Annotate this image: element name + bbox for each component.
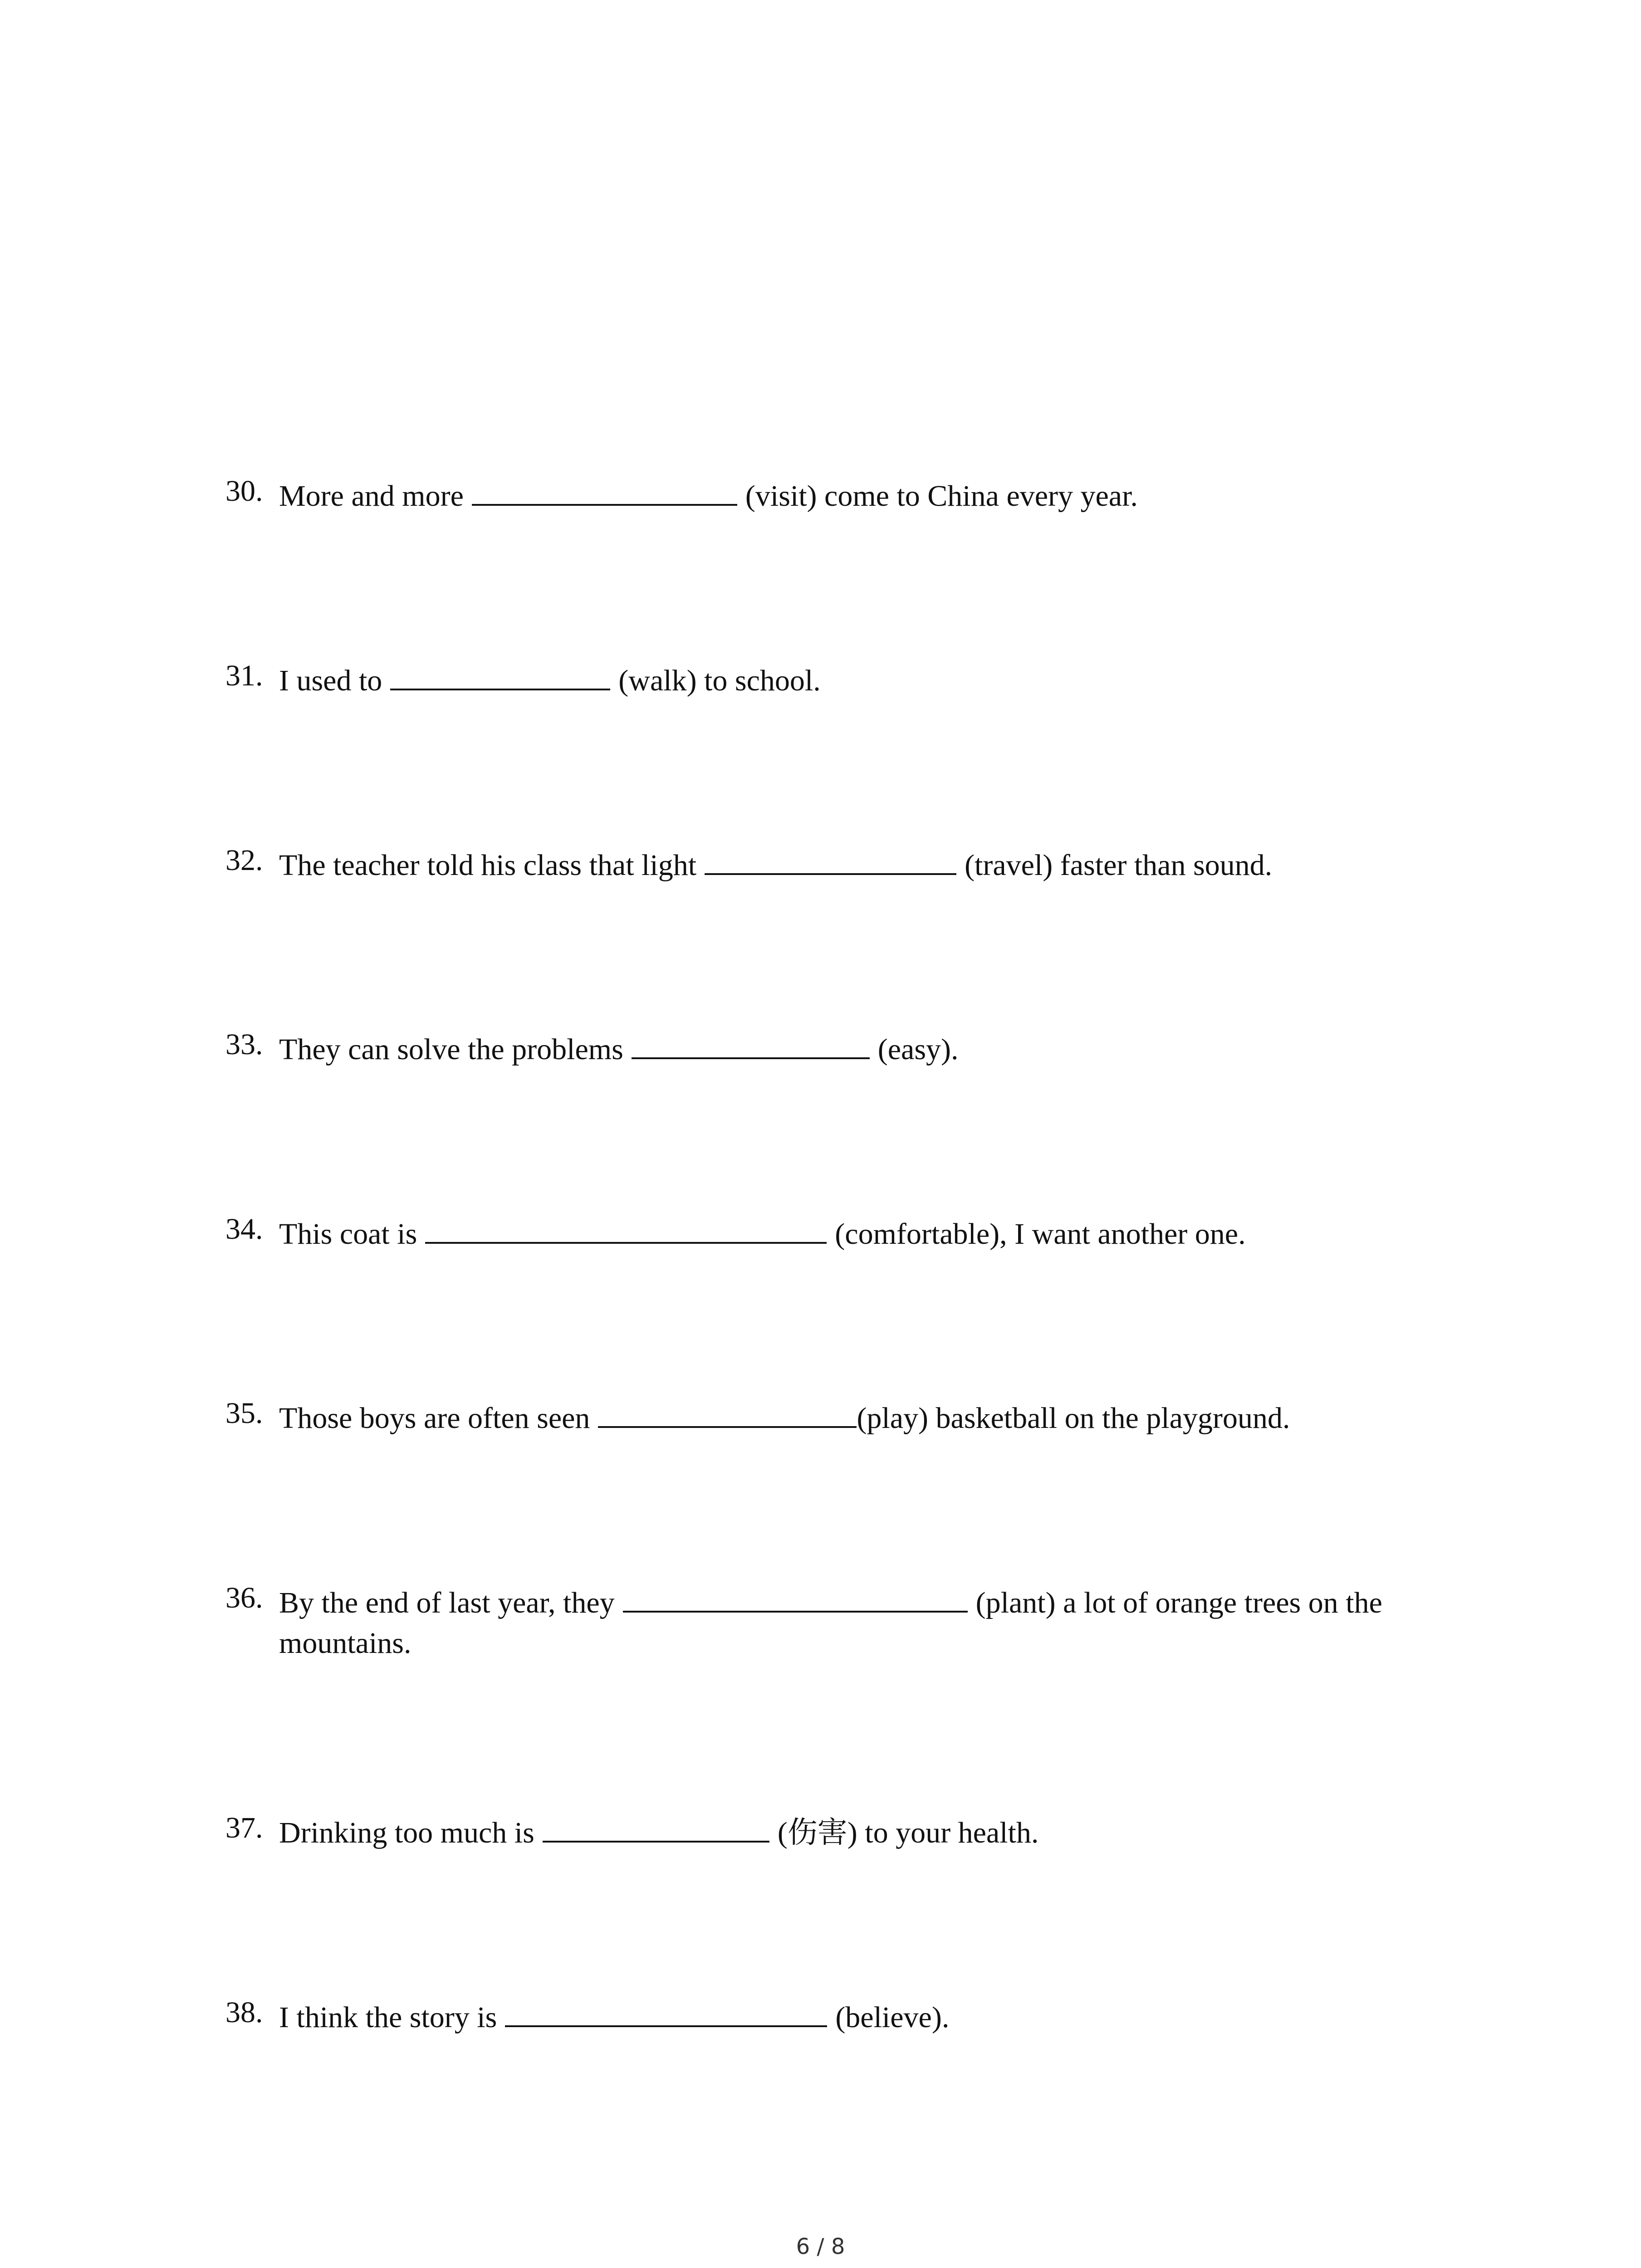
answer-blank[interactable] xyxy=(543,1805,769,1843)
question-text-before: They can solve the problems xyxy=(279,1033,623,1066)
question-text-before: More and more xyxy=(279,479,464,513)
answer-blank[interactable] xyxy=(390,653,610,690)
question-text xyxy=(279,1207,1246,1257)
question-text-before: This coat is xyxy=(279,1217,417,1251)
page-number: 6 / 8 xyxy=(796,2234,845,2259)
question-text xyxy=(279,1575,1382,1626)
question-number: 35. xyxy=(225,1397,263,1430)
answer-blank[interactable] xyxy=(623,1575,968,1613)
answer-blank[interactable] xyxy=(505,1990,827,2027)
question-number: 38. xyxy=(225,1996,263,2029)
question-text xyxy=(279,1990,949,2040)
question-text-before: I used to xyxy=(279,664,382,697)
question-number: 30. xyxy=(225,474,263,508)
question-text-after: (easy). xyxy=(877,1033,959,1066)
question-text xyxy=(279,653,821,704)
question-text xyxy=(279,1022,959,1072)
question-text-before: I think the story is xyxy=(279,2001,497,2034)
question-number: 37. xyxy=(225,1811,263,1844)
answer-blank[interactable] xyxy=(632,1022,870,1059)
question-text xyxy=(279,1805,1038,1856)
question-number: 34. xyxy=(225,1212,263,1246)
question-text-before: The teacher told his class that light xyxy=(279,849,697,882)
answer-blank[interactable] xyxy=(472,469,737,506)
question-text-after: (comfortable), I want another one. xyxy=(835,1217,1246,1251)
question-text-after: (visit) come to China every year. xyxy=(745,479,1138,513)
question-text xyxy=(279,1391,1290,1441)
answer-blank[interactable] xyxy=(705,838,956,875)
question-text-after: (travel) faster than sound. xyxy=(965,849,1273,882)
question-text-after: (伤害) to your health. xyxy=(777,1816,1039,1849)
question-number: 31. xyxy=(225,659,263,692)
question-text-after: (believe). xyxy=(835,2001,950,2034)
question-text-before: By the end of last year, they xyxy=(279,1586,615,1619)
question-text xyxy=(279,838,1272,888)
question-text-after: (play) basketball on the playground. xyxy=(857,1402,1290,1435)
question-text-before: Drinking too much is xyxy=(279,1816,534,1849)
question-number: 32. xyxy=(225,844,263,877)
answer-blank[interactable] xyxy=(598,1391,857,1428)
answer-blank[interactable] xyxy=(425,1207,827,1244)
question-text-continuation: mountains. xyxy=(279,1627,411,1660)
question-number: 36. xyxy=(225,1581,263,1614)
question-text-after: (walk) to school. xyxy=(618,664,821,697)
question-text-before: Those boys are often seen xyxy=(279,1402,590,1435)
question-text-after: (plant) a lot of orange trees on the xyxy=(975,1586,1382,1619)
question-text xyxy=(279,469,1138,519)
question-number: 33. xyxy=(225,1028,263,1061)
